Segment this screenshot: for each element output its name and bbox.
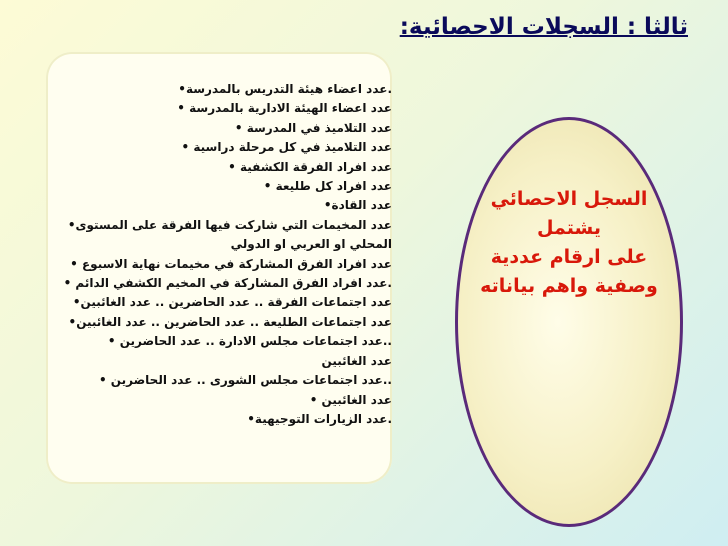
slide-title: ثالثا : السجلات الاحصائية: xyxy=(399,14,688,40)
record-item: عدد الغائبين • xyxy=(309,392,392,407)
record-item: .عدد افراد الفرق المشاركة في المخيم الكشفي الدائم • xyxy=(63,276,392,291)
record-item: عدد افراد كل طليعة • xyxy=(263,179,392,194)
record-item: عدد اجتماعات الفرقة .. عدد الحاضرين .. عدد الغائبين• xyxy=(72,295,392,310)
record-item: عدد افراد الفرقة الكشفية • xyxy=(228,159,392,174)
record-item: عدد اجتماعات الطليعة .. عدد الحاضرين .. عدد الغائبين• xyxy=(68,314,392,329)
callout-line: يشتمل xyxy=(537,217,601,239)
records-list xyxy=(52,80,392,429)
record-item: .عدد اعضاء هيئة التدريس بالمدرسة• xyxy=(178,82,392,96)
record-item: المحلي او العربي او الدولي xyxy=(230,237,392,252)
callout-text xyxy=(455,185,683,301)
record-item: ..عدد اجتماعات مجلس الادارة .. عدد الحاضرين • xyxy=(107,334,392,349)
record-item: عدد المخيمات التي شاركت فيها الفرقة على المستوى• xyxy=(67,217,392,232)
record-item: عدد الغائبين xyxy=(321,353,392,368)
record-item: عدد افراد الفرق المشاركة في مخيمات نهاية الاسبوع • xyxy=(70,256,392,271)
record-item: .عدد الزيارات التوجيهية• xyxy=(247,411,392,426)
callout-line: وصفية واهم بياناته xyxy=(480,275,658,297)
record-item: عدد التلاميذ في المدرسة • xyxy=(234,120,392,135)
callout-line: على ارقام عددية xyxy=(490,246,648,268)
record-item: عدد اعضاء الهيئة الادارية بالمدرسة • xyxy=(177,101,392,116)
callout-oval xyxy=(455,117,683,527)
record-item: عدد التلاميذ في كل مرحلة دراسية • xyxy=(181,140,392,155)
record-item: عدد القادة• xyxy=(323,198,392,213)
record-item: ..عدد اجتماعات مجلس الشورى .. عدد الحاضرين • xyxy=(98,373,392,388)
callout-line: السجل الاحصائي xyxy=(490,188,648,210)
